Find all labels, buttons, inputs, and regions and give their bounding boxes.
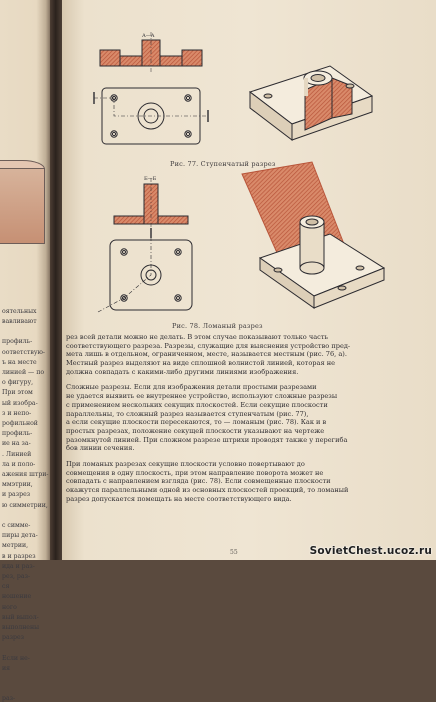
left-page-line: ый изобра- — [2, 399, 38, 407]
left-page-line: ла и поло- — [2, 460, 36, 468]
body-line: При ломаных разрезах секущие плоскости условно повертывают до — [66, 459, 305, 468]
figure-78-drawing — [92, 172, 392, 320]
left-page-line: разрез — [2, 634, 25, 642]
fig77-section-label: А—А — [142, 33, 155, 39]
left-page-line: рофильной — [2, 420, 38, 427]
body-line: с применением нескольких секущих плоскостей. Если секущие плоскости — [66, 400, 328, 409]
left-page-line: ида и раз- — [2, 562, 35, 570]
left-page-line: При этом — [2, 389, 33, 397]
body-line: Сложные разрезы. Если для изображения детали простыми разрезами — [66, 383, 317, 392]
body-line: а если секущие плоскости пересекаются, то — ломаным (рис. 78). Как и в — [66, 418, 327, 427]
fig78-isometric-view — [242, 162, 384, 308]
left-page-line: рез, раз- — [2, 573, 31, 580]
left-page-line: профиль- — [2, 338, 33, 346]
figure-77-caption: Рис. 77. Ступенчатый разрез — [170, 160, 276, 168]
body-line: соответствующего разреза. Разрезы, служащие для выяснения устройство пред- — [66, 341, 351, 350]
body-line: Местный разрез выделяют на виде сплошной волнистой линией, которая не — [66, 359, 336, 368]
page-number: 55 — [230, 549, 238, 556]
left-page-line: ие на за- — [2, 440, 31, 448]
left-page-line: ного — [2, 603, 17, 611]
left-page-figure — [0, 168, 45, 244]
body-line: бов линии сечения. — [66, 444, 135, 453]
left-page-line: метрии, — [2, 542, 29, 550]
left-page-line: раз- — [2, 695, 16, 702]
paragraph-gap — [66, 453, 366, 460]
body-line: должна совпадать с какими-либо другими линиями изображения. — [66, 367, 299, 376]
site-watermark: SovietChest.ucoz.ru — [309, 545, 432, 557]
left-page-line: ся — [2, 583, 10, 591]
figure-77-drawing — [90, 30, 390, 165]
fig78-section-label: Б—Б — [144, 176, 157, 182]
left-page-line: ажения штри- — [2, 471, 49, 478]
left-page — [0, 0, 52, 702]
left-page-line: ия — [2, 664, 11, 672]
left-page-line: и разрез — [2, 491, 31, 499]
fig77-isometric-view — [250, 66, 372, 140]
body-line: мета лишь в отдельном, ограниченном, месте, называется местным (рис. 76, а). — [66, 350, 347, 359]
left-page-line: выполнены — [2, 624, 40, 631]
left-page-line: ношение — [2, 593, 32, 601]
body-line: простых разрезах, положение секущей плоскости указывают на чертеже — [66, 426, 325, 435]
left-page-line: в и разрез — [2, 552, 36, 560]
paragraph-gap — [66, 376, 366, 383]
left-page-line: оответствую- — [2, 348, 45, 356]
body-line: разомкнутой линией. При сложном разрезе штрихи проводят также у перегиба — [66, 435, 348, 444]
body-line: рез всей детали можно не делать. В этом случае показывают только часть — [66, 333, 329, 341]
left-page-line: вавливают — [2, 318, 37, 325]
left-page-line: Если не- — [2, 654, 30, 662]
left-page-line: с симме- — [2, 522, 31, 529]
body-line: параллельны, то сложный разрез называется ступенчатым (рис. 77), — [66, 409, 309, 418]
left-page-line: . Линией — [2, 450, 32, 458]
body-line: разрез допускается помещать на месте соответствующего вида. — [66, 494, 292, 503]
left-page-line: ммэтрии, — [2, 481, 33, 489]
body-text — [66, 333, 366, 503]
right-page — [62, 0, 436, 560]
left-page-line: пиры дета- — [2, 532, 38, 540]
left-page-line: ю симметрии, — [2, 501, 48, 509]
figure-78-caption: Рис. 78. Ломаный разрез — [172, 322, 263, 330]
left-page-line: линией — по — [2, 369, 45, 376]
left-page-line: профиль- — [2, 430, 33, 438]
left-page-line: вый выпол- — [2, 613, 39, 621]
body-line: совмещения в одну плоскость, при этом направление поворота может не — [66, 468, 324, 477]
left-page-line: ъ на месте — [2, 358, 37, 366]
left-page-line: з и непо- — [2, 409, 32, 417]
body-line: окажутся параллельными одной из основных плоскостей проекций, то ломаный — [66, 486, 349, 494]
body-line: не удается выявить ее внутреннее устройство, используют сложные разрезы — [66, 392, 338, 401]
left-page-line: оятельных — [2, 307, 37, 315]
body-line: совпадать с направлением взгляда (рис. 78). Если совмещенные плоскости — [66, 477, 331, 486]
left-page-line: о фигуру, — [2, 379, 34, 387]
